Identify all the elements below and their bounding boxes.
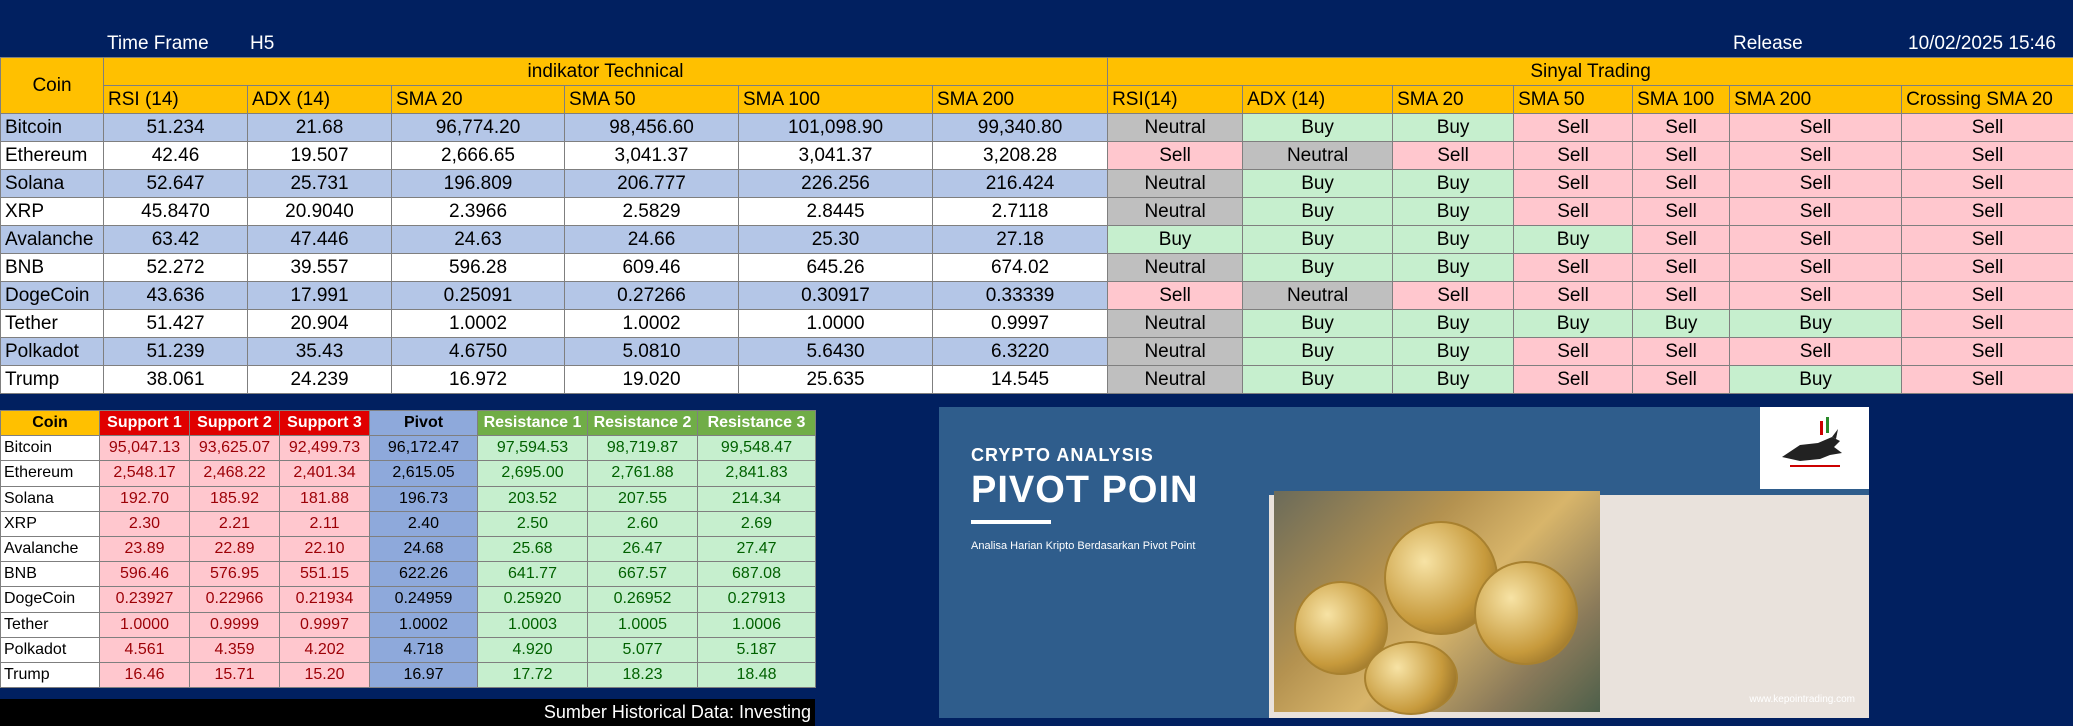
resistance-1-value: 2.50 <box>478 511 588 536</box>
indicator-value: 24.239 <box>248 366 392 394</box>
signal-badge: Neutral <box>1108 310 1243 338</box>
indicator-value: 226.256 <box>739 170 933 198</box>
pivot-table <box>0 410 816 688</box>
indicator-group-header: indikator Technical <box>104 58 1108 86</box>
signal-badge: Buy <box>1243 226 1393 254</box>
pivot-row <box>1 461 816 486</box>
indicator-value: 20.904 <box>248 310 392 338</box>
indicator-value: 609.46 <box>565 254 739 282</box>
support-3-value: 0.9997 <box>280 612 370 637</box>
signal-badge: Sell <box>1902 226 2073 254</box>
signal-badge: Sell <box>1730 226 1902 254</box>
kepoin-logo <box>1760 407 1869 489</box>
indicator-value: 2,666.65 <box>392 142 565 170</box>
signal-badge: Sell <box>1633 114 1730 142</box>
indicator-value: 0.9997 <box>933 310 1108 338</box>
signal-badge: Sell <box>1514 142 1633 170</box>
resistance-2-value: 2,761.88 <box>588 461 698 486</box>
pivot-coin-name: DogeCoin <box>1 587 100 612</box>
indicator-value: 1.0002 <box>392 310 565 338</box>
indicator-value: 6.3220 <box>933 338 1108 366</box>
indicator-value: 25.30 <box>739 226 933 254</box>
indicator-value: 35.43 <box>248 338 392 366</box>
coin-row <box>1 142 2073 170</box>
indicator-value: 101,098.90 <box>739 114 933 142</box>
signal-badge: Neutral <box>1243 142 1393 170</box>
pivot-coin-name: Tether <box>1 612 100 637</box>
support-2-value: 0.22966 <box>190 587 280 612</box>
pivot-coin-name: Polkadot <box>1 637 100 662</box>
indicator-value: 5.6430 <box>739 338 933 366</box>
signal-badge: Buy <box>1633 310 1730 338</box>
bull-logo-icon <box>1760 407 1869 489</box>
sig-header: ADX (14) <box>1243 86 1393 114</box>
pivot-value: 622.26 <box>370 562 478 587</box>
pivot-value: 0.24959 <box>370 587 478 612</box>
signal-badge: Sell <box>1902 254 2073 282</box>
resistance-3-value: 2.69 <box>698 511 816 536</box>
support-1-value: 2,548.17 <box>100 461 190 486</box>
coin-row <box>1 310 2073 338</box>
pivot-coin-name: Bitcoin <box>1 436 100 461</box>
signal-badge: Sell <box>1902 170 2073 198</box>
signal-badge: Neutral <box>1108 170 1243 198</box>
signal-badge: Sell <box>1730 198 1902 226</box>
signal-badge: Sell <box>1393 282 1514 310</box>
signal-badge: Neutral <box>1108 366 1243 394</box>
signal-badge: Buy <box>1243 366 1393 394</box>
resistance-1-value: 2,695.00 <box>478 461 588 486</box>
indicator-value: 96,774.20 <box>392 114 565 142</box>
resistance-1-value: 17.72 <box>478 662 588 687</box>
pivot-row <box>1 562 816 587</box>
resistance-2-value: 207.55 <box>588 486 698 511</box>
resistance-3-value: 214.34 <box>698 486 816 511</box>
resistance-3-value: 0.27913 <box>698 587 816 612</box>
indicator-value: 51.427 <box>104 310 248 338</box>
resistance-1-value: 0.25920 <box>478 587 588 612</box>
indicator-value: 3,208.28 <box>933 142 1108 170</box>
signal-badge: Sell <box>1108 282 1243 310</box>
signal-badge: Sell <box>1633 198 1730 226</box>
support-3-value: 551.15 <box>280 562 370 587</box>
signal-badge: Buy <box>1730 310 1902 338</box>
signal-badge: Buy <box>1393 170 1514 198</box>
ind-header: SMA 100 <box>739 86 933 114</box>
ethereum-coin-icon <box>1474 561 1578 665</box>
signal-badge: Sell <box>1902 198 2073 226</box>
pivot-header-support1: Support 1 <box>100 411 190 436</box>
time-frame-label: Time Frame <box>107 33 209 54</box>
pivot-coin-name: Trump <box>1 662 100 687</box>
coin-row <box>1 282 2073 310</box>
coin-row <box>1 198 2073 226</box>
support-1-value: 596.46 <box>100 562 190 587</box>
coin-header: Coin <box>1 58 104 114</box>
signal-badge: Buy <box>1393 198 1514 226</box>
signal-badge: Sell <box>1730 114 1902 142</box>
signal-badge: Sell <box>1633 226 1730 254</box>
indicator-value: 2.5829 <box>565 198 739 226</box>
signal-badge: Sell <box>1902 282 2073 310</box>
signal-badge: Buy <box>1243 170 1393 198</box>
support-3-value: 2.11 <box>280 511 370 536</box>
indicator-value: 38.061 <box>104 366 248 394</box>
indicator-value: 98,456.60 <box>565 114 739 142</box>
ind-header: SMA 200 <box>933 86 1108 114</box>
signal-badge: Sell <box>1514 198 1633 226</box>
sig-header: SMA 20 <box>1393 86 1514 114</box>
pivot-row <box>1 637 816 662</box>
indicator-value: 1.0000 <box>739 310 933 338</box>
indicator-value: 42.46 <box>104 142 248 170</box>
resistance-3-value: 18.48 <box>698 662 816 687</box>
indicator-value: 2.7118 <box>933 198 1108 226</box>
indicator-value: 216.424 <box>933 170 1108 198</box>
pivot-value: 2,615.05 <box>370 461 478 486</box>
support-3-value: 92,499.73 <box>280 436 370 461</box>
resistance-2-value: 98,719.87 <box>588 436 698 461</box>
indicator-value: 3,041.37 <box>565 142 739 170</box>
support-1-value: 0.23927 <box>100 587 190 612</box>
support-1-value: 2.30 <box>100 511 190 536</box>
indicator-value: 4.6750 <box>392 338 565 366</box>
release-value: 10/02/2025 15:46 <box>1908 33 2056 54</box>
gold-coin-icon <box>1364 641 1458 715</box>
coin-name: Trump <box>1 366 104 394</box>
resistance-2-value: 667.57 <box>588 562 698 587</box>
indicator-value: 24.63 <box>392 226 565 254</box>
signal-badge: Buy <box>1108 226 1243 254</box>
support-1-value: 95,047.13 <box>100 436 190 461</box>
pivot-row <box>1 587 816 612</box>
signal-badge: Sell <box>1633 142 1730 170</box>
pivot-value: 2.40 <box>370 511 478 536</box>
signal-badge: Sell <box>1730 142 1902 170</box>
pivot-coin-name: Avalanche <box>1 536 100 561</box>
pivot-header-support3: Support 3 <box>280 411 370 436</box>
signal-badge: Buy <box>1393 254 1514 282</box>
support-1-value: 4.561 <box>100 637 190 662</box>
support-2-value: 15.71 <box>190 662 280 687</box>
pivot-coin-name: Ethereum <box>1 461 100 486</box>
signal-badge: Sell <box>1730 282 1902 310</box>
signal-badge: Sell <box>1514 114 1633 142</box>
sig-header: RSI(14) <box>1108 86 1243 114</box>
support-1-value: 16.46 <box>100 662 190 687</box>
indicator-value: 63.42 <box>104 226 248 254</box>
support-2-value: 2,468.22 <box>190 461 280 486</box>
signal-badge: Sell <box>1633 366 1730 394</box>
banner-url: www.kepointrading.com <box>1749 694 1855 705</box>
indicator-value: 0.30917 <box>739 282 933 310</box>
coin-row <box>1 170 2073 198</box>
indicator-value: 5.0810 <box>565 338 739 366</box>
indicator-value: 24.66 <box>565 226 739 254</box>
indicator-value: 206.777 <box>565 170 739 198</box>
support-2-value: 576.95 <box>190 562 280 587</box>
signal-badge: Sell <box>1902 114 2073 142</box>
signal-badge: Buy <box>1393 226 1514 254</box>
support-3-value: 22.10 <box>280 536 370 561</box>
signal-badge: Sell <box>1902 310 2073 338</box>
signal-badge: Buy <box>1243 114 1393 142</box>
pivot-header-coin: Coin <box>1 411 100 436</box>
support-3-value: 4.202 <box>280 637 370 662</box>
indicator-value: 14.545 <box>933 366 1108 394</box>
pivot-value: 24.68 <box>370 536 478 561</box>
support-2-value: 4.359 <box>190 637 280 662</box>
indicator-value: 51.234 <box>104 114 248 142</box>
resistance-1-value: 203.52 <box>478 486 588 511</box>
resistance-3-value: 99,548.47 <box>698 436 816 461</box>
ind-header: ADX (14) <box>248 86 392 114</box>
indicator-value: 0.25091 <box>392 282 565 310</box>
signal-badge: Neutral <box>1108 198 1243 226</box>
pivot-row <box>1 662 816 687</box>
signal-badge: Sell <box>1633 254 1730 282</box>
coin-row <box>1 338 2073 366</box>
pivot-value: 4.718 <box>370 637 478 662</box>
resistance-3-value: 27.47 <box>698 536 816 561</box>
resistance-2-value: 0.26952 <box>588 587 698 612</box>
indicator-value: 645.26 <box>739 254 933 282</box>
signal-badge: Sell <box>1514 366 1633 394</box>
pivot-row <box>1 536 816 561</box>
sig-header: SMA 50 <box>1514 86 1633 114</box>
pivot-header-resistance3: Resistance 3 <box>698 411 816 436</box>
signal-badge: Sell <box>1633 170 1730 198</box>
indicator-value: 0.27266 <box>565 282 739 310</box>
coin-name: DogeCoin <box>1 282 104 310</box>
pivot-row <box>1 612 816 637</box>
indicator-value: 27.18 <box>933 226 1108 254</box>
banner-kicker: CRYPTO ANALYSIS <box>971 445 1154 465</box>
coin-row <box>1 254 2073 282</box>
time-frame-value: H5 <box>250 33 275 54</box>
indicator-value: 17.991 <box>248 282 392 310</box>
indicator-value: 3,041.37 <box>739 142 933 170</box>
resistance-2-value: 26.47 <box>588 536 698 561</box>
pivot-value: 16.97 <box>370 662 478 687</box>
signal-badge: Sell <box>1730 170 1902 198</box>
source-note: Sumber Historical Data: Investing <box>0 699 815 726</box>
signal-badge: Sell <box>1730 338 1902 366</box>
resistance-1-value: 25.68 <box>478 536 588 561</box>
indicator-value: 51.239 <box>104 338 248 366</box>
coin-row <box>1 366 2073 394</box>
signal-badge: Sell <box>1902 338 2073 366</box>
sig-header: SMA 200 <box>1730 86 1902 114</box>
support-2-value: 93,625.07 <box>190 436 280 461</box>
indicator-value: 674.02 <box>933 254 1108 282</box>
coin-name: BNB <box>1 254 104 282</box>
support-2-value: 185.92 <box>190 486 280 511</box>
resistance-2-value: 5.077 <box>588 637 698 662</box>
signal-badge: Buy <box>1514 226 1633 254</box>
bitcoin-coins-photo <box>1274 491 1600 712</box>
pivot-coin-name: XRP <box>1 511 100 536</box>
pivot-coin-name: BNB <box>1 562 100 587</box>
indicator-value: 52.647 <box>104 170 248 198</box>
indicator-value: 39.557 <box>248 254 392 282</box>
pivot-coin-name: Solana <box>1 486 100 511</box>
signal-badge: Neutral <box>1108 114 1243 142</box>
support-1-value: 1.0000 <box>100 612 190 637</box>
signal-badge: Buy <box>1393 366 1514 394</box>
indicator-value: 19.020 <box>565 366 739 394</box>
coin-name: Tether <box>1 310 104 338</box>
indicator-value: 16.972 <box>392 366 565 394</box>
coin-name: Solana <box>1 170 104 198</box>
release-label: Release <box>1733 33 1803 54</box>
signal-badge: Sell <box>1902 366 2073 394</box>
coin-name: Ethereum <box>1 142 104 170</box>
signal-badge: Buy <box>1514 310 1633 338</box>
resistance-1-value: 4.920 <box>478 637 588 662</box>
signal-badge: Sell <box>1902 142 2073 170</box>
support-3-value: 181.88 <box>280 486 370 511</box>
resistance-2-value: 18.23 <box>588 662 698 687</box>
indicator-value: 45.8470 <box>104 198 248 226</box>
support-3-value: 15.20 <box>280 662 370 687</box>
pivot-row <box>1 511 816 536</box>
signal-badge: Buy <box>1730 366 1902 394</box>
pivot-value: 196.73 <box>370 486 478 511</box>
pivot-header-resistance1: Resistance 1 <box>478 411 588 436</box>
support-2-value: 0.9999 <box>190 612 280 637</box>
indicator-value: 2.3966 <box>392 198 565 226</box>
support-1-value: 23.89 <box>100 536 190 561</box>
signal-badge: Sell <box>1514 338 1633 366</box>
signal-badge: Neutral <box>1108 338 1243 366</box>
sig-header: SMA 100 <box>1633 86 1730 114</box>
crypto-analysis-banner <box>939 407 1869 718</box>
support-3-value: 2,401.34 <box>280 461 370 486</box>
signal-badge: Buy <box>1393 310 1514 338</box>
resistance-1-value: 1.0003 <box>478 612 588 637</box>
support-1-value: 192.70 <box>100 486 190 511</box>
banner-title: PIVOT POIN <box>971 469 1199 511</box>
signal-badge: Buy <box>1393 338 1514 366</box>
pivot-row <box>1 486 816 511</box>
signal-badge: Sell <box>1514 170 1633 198</box>
indicator-value: 52.272 <box>104 254 248 282</box>
resistance-1-value: 641.77 <box>478 562 588 587</box>
indicator-value: 25.635 <box>739 366 933 394</box>
indicator-value: 596.28 <box>392 254 565 282</box>
signal-badge: Sell <box>1633 282 1730 310</box>
pivot-header-support2: Support 2 <box>190 411 280 436</box>
support-2-value: 22.89 <box>190 536 280 561</box>
coin-name: XRP <box>1 198 104 226</box>
ind-header: RSI (14) <box>104 86 248 114</box>
indicator-value: 1.0002 <box>565 310 739 338</box>
indicator-value: 0.33339 <box>933 282 1108 310</box>
signal-badge: Sell <box>1514 254 1633 282</box>
indicator-value: 2.8445 <box>739 198 933 226</box>
signal-badge: Sell <box>1633 338 1730 366</box>
banner-divider <box>971 520 1051 524</box>
resistance-3-value: 1.0006 <box>698 612 816 637</box>
resistance-2-value: 2.60 <box>588 511 698 536</box>
coin-name: Avalanche <box>1 226 104 254</box>
pivot-value: 1.0002 <box>370 612 478 637</box>
support-2-value: 2.21 <box>190 511 280 536</box>
resistance-2-value: 1.0005 <box>588 612 698 637</box>
coin-name: Bitcoin <box>1 114 104 142</box>
indicator-value: 25.731 <box>248 170 392 198</box>
resistance-3-value: 5.187 <box>698 637 816 662</box>
pivot-header-pivot: Pivot <box>370 411 478 436</box>
indicator-signal-table <box>0 57 2073 394</box>
indicator-value: 21.68 <box>248 114 392 142</box>
support-3-value: 0.21934 <box>280 587 370 612</box>
signal-badge: Buy <box>1243 338 1393 366</box>
ind-header: SMA 20 <box>392 86 565 114</box>
signal-badge: Neutral <box>1108 254 1243 282</box>
signal-badge: Buy <box>1393 114 1514 142</box>
ind-header: SMA 50 <box>565 86 739 114</box>
pivot-value: 96,172.47 <box>370 436 478 461</box>
indicator-value: 99,340.80 <box>933 114 1108 142</box>
banner-subtitle: Analisa Harian Kripto Berdasarkan Pivot Point <box>971 540 1196 552</box>
indicator-value: 196.809 <box>392 170 565 198</box>
signal-badge: Sell <box>1730 254 1902 282</box>
coin-name: Polkadot <box>1 338 104 366</box>
pivot-header-resistance2: Resistance 2 <box>588 411 698 436</box>
signal-badge: Sell <box>1393 142 1514 170</box>
indicator-value: 20.9040 <box>248 198 392 226</box>
signal-badge: Sell <box>1108 142 1243 170</box>
signal-group-header: Sinyal Trading <box>1108 58 2073 86</box>
resistance-3-value: 687.08 <box>698 562 816 587</box>
resistance-3-value: 2,841.83 <box>698 461 816 486</box>
signal-badge: Buy <box>1243 254 1393 282</box>
coin-row <box>1 114 2073 142</box>
indicator-value: 43.636 <box>104 282 248 310</box>
signal-badge: Buy <box>1243 198 1393 226</box>
signal-badge: Sell <box>1514 282 1633 310</box>
pivot-row <box>1 436 816 461</box>
coin-row <box>1 226 2073 254</box>
indicator-value: 47.446 <box>248 226 392 254</box>
signal-badge: Neutral <box>1243 282 1393 310</box>
indicator-value: 19.507 <box>248 142 392 170</box>
signal-badge: Buy <box>1243 310 1393 338</box>
sig-header: Crossing SMA 20 <box>1902 86 2073 114</box>
resistance-1-value: 97,594.53 <box>478 436 588 461</box>
